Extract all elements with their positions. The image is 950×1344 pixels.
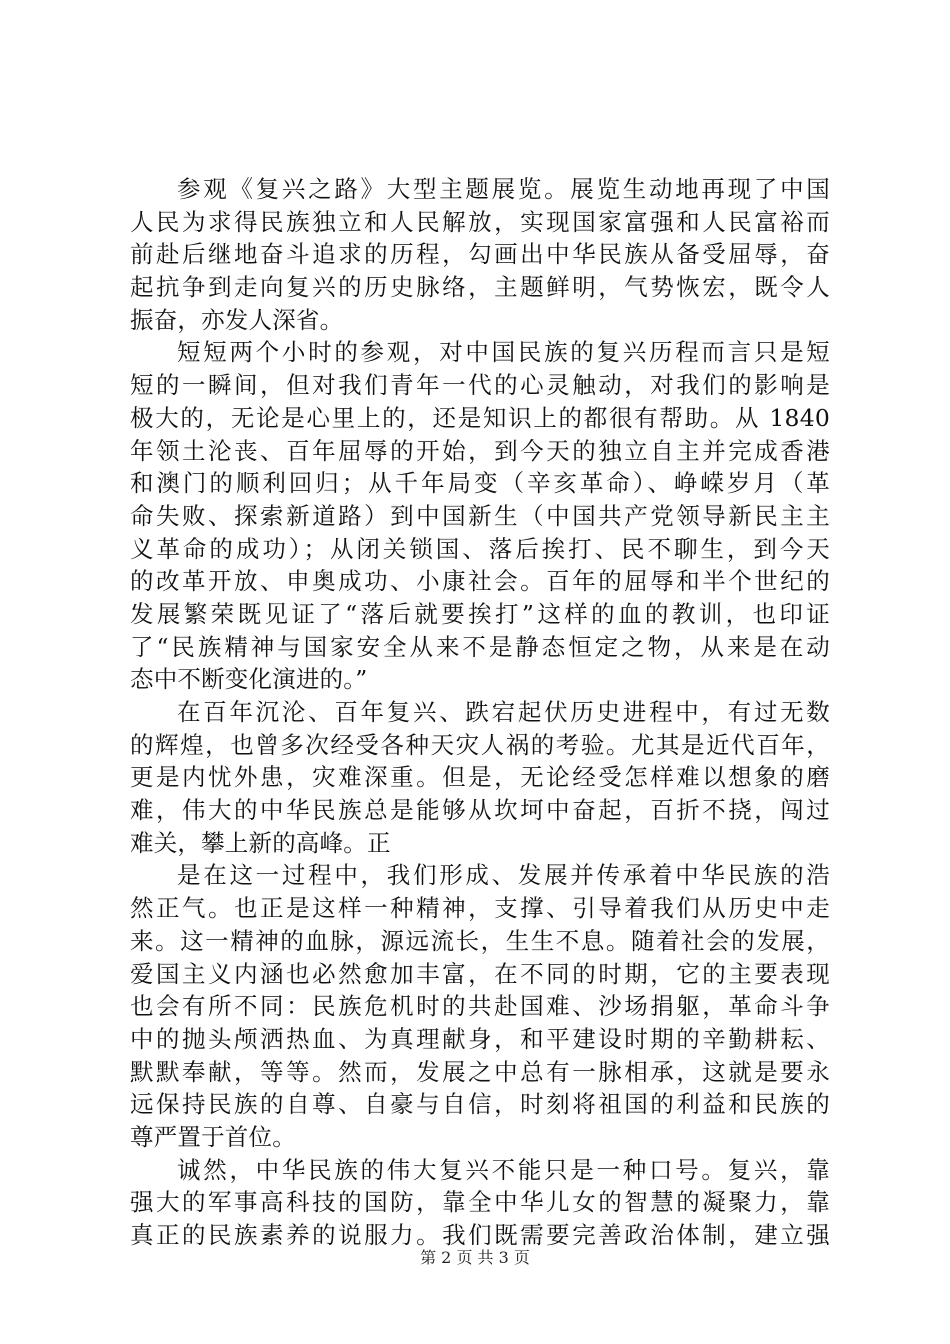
text-line: 真正的民族素养的说服力。我们既需要完善政治体制，建立强 — [130, 1221, 830, 1249]
text-line: 和澳门的顺利回归；从千年局变（辛亥革命）、峥嵘岁月（革 — [130, 469, 830, 498]
text-line: 默默奉献，等等。然而，发展之中总有一脉相承，这就是要永 — [130, 1057, 830, 1086]
text-line: 前赴后继地奋斗追求的历程，勾画出中华民族从备受屈辱，奋 — [130, 240, 830, 269]
page-footer: 第 2 页 共 3 页 — [420, 1248, 530, 1267]
text-line: 态中不断变化演进的。” — [130, 665, 368, 694]
text-line: 振奋，亦发人深省。 — [130, 305, 344, 334]
text-line: 的改革开放、申奥成功、小康社会。百年的屈辱和半个世纪的 — [130, 567, 830, 596]
text-line: 极大的，无论是心里上的，还是知识上的都很有帮助。从 1840 — [130, 403, 830, 432]
document-body — [130, 173, 830, 1252]
text-line: 义革命的成功）；从闭关锁国、落后挨打、民不聊生，到今天 — [130, 534, 830, 563]
text-line: 人民为求得民族独立和人民解放，实现国家富强和人民富裕而 — [130, 207, 830, 236]
text-line: 难，伟大的中华民族总是能够从坎坷中奋起，百折不挠，闯过 — [130, 796, 830, 825]
text-line: 的辉煌，也曾多次经受各种天灾人祸的考验。尤其是近代百年， — [130, 730, 830, 759]
text-line: 难关，攀上新的高峰。正 — [130, 828, 391, 857]
text-line: 了“民族精神与国家安全从来不是静态恒定之物，从来是在动 — [130, 632, 830, 661]
text-line: 来。这一精神的血脉，源远流长，生生不息。随着社会的发展， — [130, 926, 830, 955]
text-line: 诚然，中华民族的伟大复兴不能只是一种口号。复兴，靠 — [177, 1155, 830, 1184]
text-line: 也会有所不同：民族危机时的共赴国难、沙场捐躯，革命斗争 — [130, 992, 830, 1021]
text-line: 爱国主义内涵也必然愈加丰富，在不同的时期，它的主要表现 — [130, 959, 830, 988]
text-line: 更是内忧外患，灾难深重。但是，无论经受怎样难以想象的磨 — [130, 763, 830, 792]
text-line: 命失败、探索新道路）到中国新生（中国共产党领导新民主主 — [130, 501, 830, 530]
text-line: 是在这一过程中，我们形成、发展并传承着中华民族的浩 — [177, 861, 830, 890]
text-line: 尊严置于首位。 — [130, 1122, 296, 1151]
text-line: 短短两个小时的参观，对中国民族的复兴历程而言只是短 — [177, 338, 830, 367]
text-line: 发展繁荣既见证了“落后就要挨打”这样的血的教训，也印证 — [130, 599, 830, 628]
text-line: 远保持民族的自尊、自豪与自信，时刻将祖国的利益和民族的 — [130, 1090, 830, 1119]
text-line: 然正气。也正是这样一种精神，支撑、引导着我们从历史中走 — [130, 894, 830, 923]
text-line: 年领土沦丧、百年屈辱的开始，到今天的独立自主并完成香港 — [130, 436, 830, 465]
text-line: 短的一瞬间，但对我们青年一代的心灵触动，对我们的影响是 — [130, 371, 830, 400]
text-line: 中的抛头颅洒热血、为真理献身，和平建设时期的辛勤耕耘、 — [130, 1024, 830, 1053]
text-line: 参观《复兴之路》大型主题展览。展览生动地再现了中国 — [177, 175, 830, 203]
text-line: 起抗争到走向复兴的历史脉络，主题鲜明，气势恢宏，既令人 — [130, 273, 830, 302]
text-line: 在百年沉沦、百年复兴、跌宕起伏历史进程中，有过无数 — [177, 698, 830, 726]
text-line: 强大的军事高科技的国防，靠全中华儿女的智慧的凝聚力，靠 — [130, 1188, 830, 1217]
